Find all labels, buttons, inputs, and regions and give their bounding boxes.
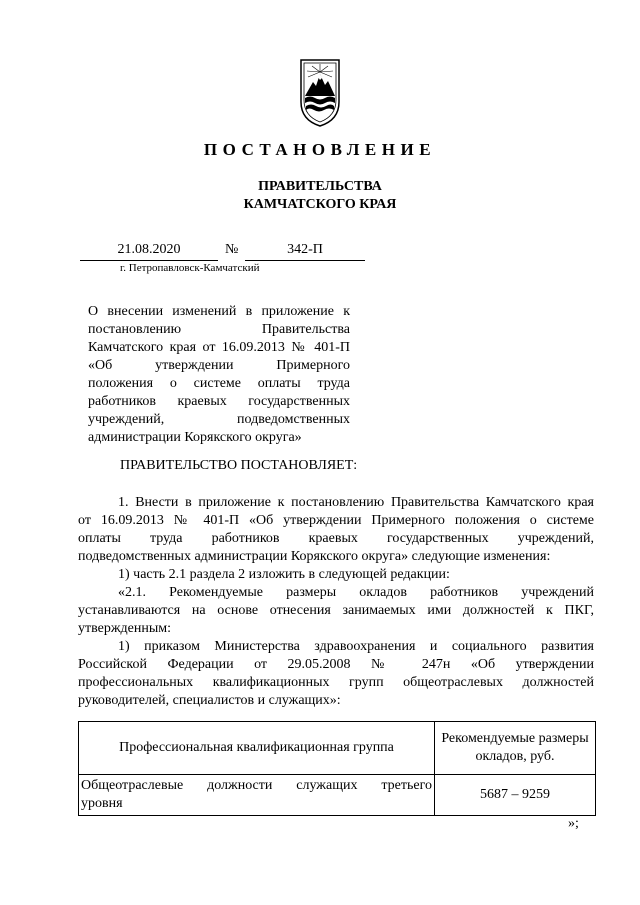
issuing-authority xyxy=(0,178,640,214)
subject-line: «Об утверждении Примерного xyxy=(88,358,350,373)
authority-line-1: ПРАВИТЕЛЬСТВА xyxy=(258,179,382,194)
paragraph-4 xyxy=(78,638,594,710)
date-number-block xyxy=(80,242,370,282)
subject-line: учреждений, подведомственных xyxy=(88,412,350,427)
paragraph-line: профессиональных квалификационных групп общеотраслевых должностей xyxy=(78,675,594,690)
paragraph-line: Российской Федерации от 29.05.2008 № 247н «Об утверждении xyxy=(78,657,594,672)
document-subject xyxy=(88,303,350,447)
subject-line: О внесении изменений в приложение к xyxy=(88,304,350,319)
paragraph-line: 1. Внести в приложение к постановлению Правительства Камчатского края xyxy=(118,495,594,510)
subject-line: постановлению Правительства xyxy=(88,322,350,337)
authority-line-2: КАМЧАТСКОГО КРАЯ xyxy=(243,197,397,212)
table-cell-line: Общеотраслевые должности служащих третьего xyxy=(81,778,432,793)
paragraph-1 xyxy=(78,494,594,566)
paragraph-2 xyxy=(78,566,594,584)
closing-quote: »; xyxy=(568,816,579,831)
document-date: 21.08.2020 xyxy=(80,242,218,261)
paragraph-line: подведомственных администрации Корякского округа» следующие изменения: xyxy=(78,549,551,564)
paragraph-line: устанавливаются на основе отнесения занимаемых ими должностей к ПКГ, xyxy=(78,603,594,618)
table-header-group: Профессиональная квалификационная группа xyxy=(79,722,435,775)
paragraph-line: 1) часть 2.1 раздела 2 изложить в следующей редакции: xyxy=(118,567,450,582)
resolves-heading: ПРАВИТЕЛЬСТВО ПОСТАНОВЛЯЕТ: xyxy=(120,458,358,473)
number-sign: № xyxy=(225,242,239,257)
salary-table xyxy=(78,721,596,816)
subject-line: администрации Корякского округа» xyxy=(88,430,302,445)
table-header-row xyxy=(79,722,596,775)
paragraph-line: «2.1. Рекомендуемые размеры окладов работников учреждений xyxy=(118,585,594,600)
paragraph-line: от 16.09.2013 № 401-П «Об утверждении Примерного положения о системе xyxy=(78,513,594,528)
table-header-salary-line: Рекомендуемые размеры xyxy=(441,731,589,746)
subject-line: работников краевых государственных xyxy=(88,394,350,409)
paragraph-line: оплаты труда работников краевых государственных учреждений, xyxy=(78,531,594,546)
kamchatka-emblem-icon xyxy=(298,58,342,128)
table-row xyxy=(79,775,596,816)
table-header-salary xyxy=(435,722,596,775)
subject-line: положения о системе оплаты труда xyxy=(88,376,350,391)
table-cell-salary: 5687 – 9259 xyxy=(435,775,596,816)
table-header-salary-line: окладов, руб. xyxy=(475,749,555,764)
document-number: 342-П xyxy=(245,242,365,261)
paragraph-line: 1) приказом Министерства здравоохранения и социального развития xyxy=(118,639,594,654)
table-cell-line: уровня xyxy=(81,796,123,811)
paragraph-line: утвержденным: xyxy=(78,621,172,636)
table-cell-group xyxy=(79,775,435,816)
paragraph-line: руководителей, специалистов и служащих»: xyxy=(78,693,341,708)
paragraph-3 xyxy=(78,584,594,638)
document-title: ПОСТАНОВЛЕНИЕ xyxy=(203,140,437,159)
subject-line: Камчатского края от 16.09.2013 № 401-П xyxy=(88,340,350,355)
document-city: г. Петропавловск-Камчатский xyxy=(120,262,260,274)
